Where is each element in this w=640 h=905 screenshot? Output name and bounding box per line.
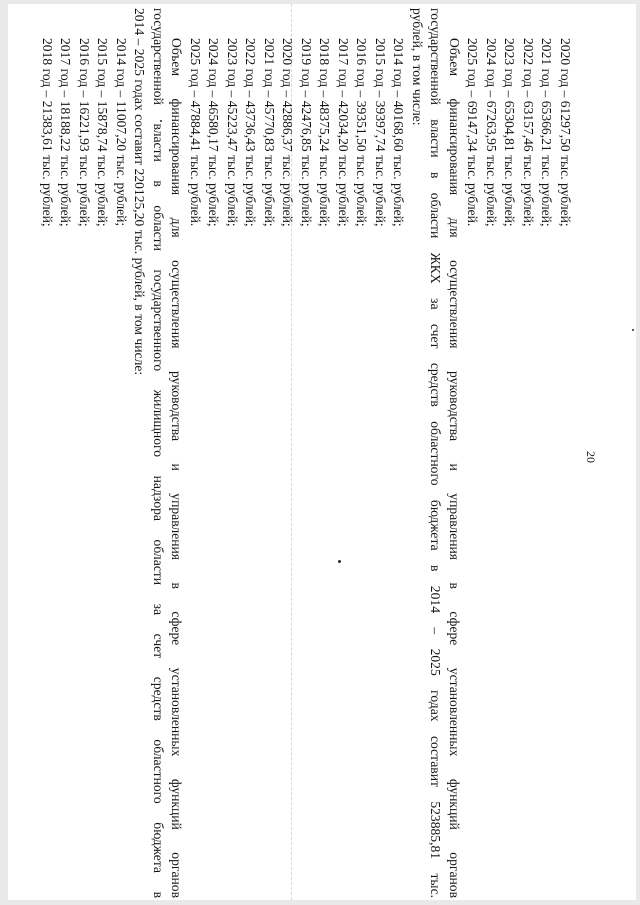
text-line: 2015 год – 15878,74 тыс. рублей; <box>95 38 111 227</box>
text-line: 2019 год – 42476,85 тыс. рублей; <box>299 38 314 227</box>
text-line: 2022 год – 43736,43 тыс. рублей; <box>243 38 259 227</box>
text-line: 2021 год – 45770,83 тыс. рублей; <box>262 38 277 227</box>
text-line: 2018 год – 21383,61 тыс. рублей; <box>40 38 55 227</box>
text-line: 2020 год – 61297,50 тыс. рублей; <box>558 38 573 227</box>
text-line: 2017 год – 18188,22 тыс. рублей; <box>58 38 74 227</box>
text-line: 2014 год – 40168,60 тыс. рублей; <box>391 38 407 227</box>
text-line: 2018 год – 48375,24 тыс. рублей; <box>317 38 333 227</box>
text-line: 2016 год – 16221,93 тыс. рублей; <box>77 38 92 227</box>
text-line: 2025 год – 47884,41 тыс. рублей. <box>188 38 203 227</box>
text-line: 2015 год – 39397,74 тыс. рублей; <box>373 38 388 227</box>
text-line: 2017 год – 42034,20 тыс. рублей; <box>336 38 351 227</box>
text-line: 2020 год – 42886,37 тыс. рублей; <box>280 38 296 227</box>
text-line: Объем финансирования для осуществления руководства и управления в сфере установленных функций органов <box>169 38 185 898</box>
text-line: государственной власти в области государственного жилищного надзора области за счет средств областного бюджета в <box>151 8 166 898</box>
document-body <box>38 8 575 898</box>
text-line: Объем финансирования для осуществления руководства и управления в сфере установленных функций органов <box>447 38 462 898</box>
text-line: 2024 год – 67263,95 тыс. рублей; <box>484 38 499 227</box>
text-line: 2023 год – 65304,81 тыс. рублей; <box>502 38 518 227</box>
text-line: 2021 год – 65366,21 тыс. рублей; <box>539 38 555 227</box>
text-line: 2016 год – 39351,50 тыс. рублей; <box>354 38 370 227</box>
text-line: рублей, в том числе: <box>410 8 425 126</box>
text-line: 2025 год – 69147,34 тыс. рублей. <box>465 38 481 227</box>
rotated-document <box>35 8 600 898</box>
text-line: государственной власти в области ЖКХ за счет средств областного бюджета в 2014 – 2025 годах составит 523885,81 тыс. <box>428 8 444 898</box>
text-line: 2014 год – 11007,20 тыс. рублей; <box>114 38 129 227</box>
page-number: 20 <box>584 451 598 463</box>
text-line: 2022 год – 63157,46 тыс. рублей; <box>521 38 536 227</box>
text-line: 2024 год – 46580,17 тыс. рублей; <box>206 38 222 227</box>
scan-speck <box>632 329 634 331</box>
text-line: 2023 год – 45223,47 тыс. рублей; <box>225 38 240 227</box>
text-line: 2014 – 2025 годах составит 220125,20 тыс. рублей, в том числе: <box>132 8 148 376</box>
